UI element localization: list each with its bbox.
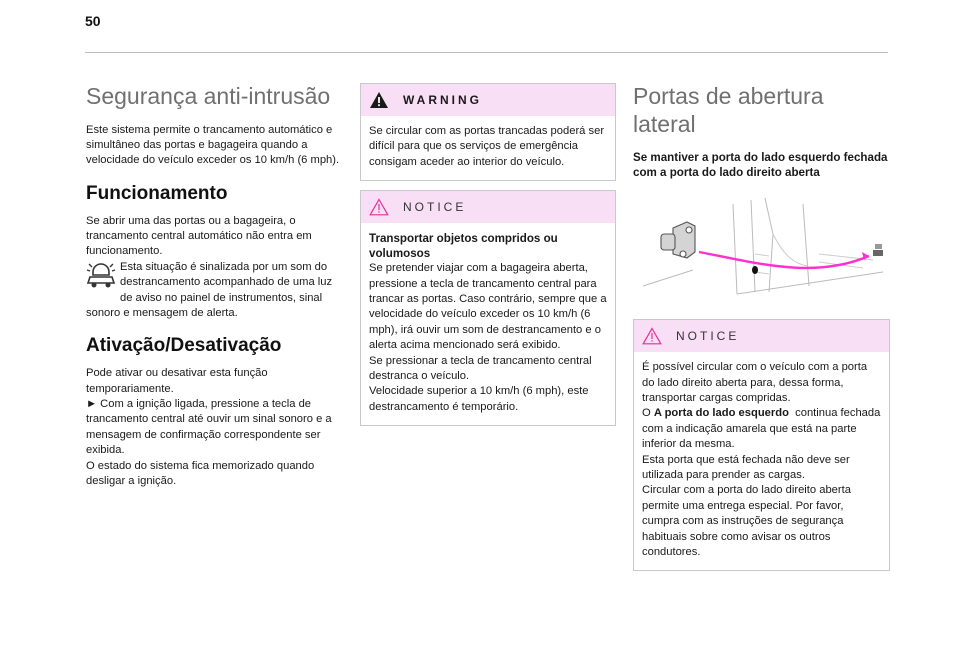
notice-text2-middle: Se pressionar a tecla de trancamento central destranca o veículo. [369,354,592,383]
page-number: 50 [85,13,101,29]
act-text-2: ► Com a ignição ligada, pressione a tecla de trancamento central até ouvir um sinal sonoro e a mensagem de confirmação correspondente ser exibida. [86,398,332,457]
notice-text3-middle: Velocidade superior a 10 km/h (6 mph), este destrancamento é temporário. [369,385,589,413]
intro-text: Este sistema permite o trancamento automático e simultâneo das portas e bagageira quando a velocidade do veículo exceder os 10 km/h (6 mph). [86,123,340,167]
heading-ativacao: Ativação/Desativação [86,335,282,357]
notice-body-right [634,352,889,570]
car-alert-icon [86,261,116,293]
notice-triangle-icon [642,327,662,345]
warning-header [361,84,615,116]
warning-text: Se circular com as portas trancadas poderá ser difícil para que os serviços de emergência consigam aceder ao interior do veículo. [369,125,605,168]
notice-text2-right [642,406,884,452]
door-illustration [633,194,890,302]
top-rule [85,52,888,53]
notice-box-middle [360,190,616,426]
section-title-anti-intrusion: Segurança anti-intrusão [86,83,331,109]
notice-header-middle [361,191,615,223]
warning-triangle-icon [369,91,389,109]
act-text-1: Pode ativar ou desativar esta função temporariamente. [86,367,268,395]
warning-title: WARNING [403,93,482,107]
func-icon-paragraph [86,260,344,322]
column-left [86,83,344,490]
side-doors-subtitle: Se mantiver a porta do lado esquerdo fechada com a porta do lado direito aberta [633,151,888,180]
notice-header-right [634,320,889,352]
notice-title-right: NOTICE [676,329,740,344]
notice-box-right [633,319,890,571]
column-middle [360,83,616,435]
notice-triangle-icon [369,198,389,216]
warning-body [361,116,615,180]
notice-text3-right: Esta porta que está fechada não deve ser utilizada para prender as cargas. [642,453,850,482]
notice-text2-bold: A porta do lado esquerdo [653,407,789,420]
notice-title-middle: NOTICE [403,200,467,215]
warning-box [360,83,616,181]
notice-text1-right: É possível circular com o veículo com a porta do lado direito aberta para, dessa forma, transportar cargas compridas. [642,361,868,404]
notice-text2-suffix: continua fechada com a indicação amarela que está na parte inferior da mesma. [642,407,884,451]
notice-text4-right: Circular com a porta do lado direito aberta permite uma entrega especial. Por favor, cumpra com as instruções de segurança habituais sobre como avisar os outros condutores. [642,484,851,559]
heading-funcionamento: Funcionamento [86,182,228,204]
act-text-3: O estado do sistema fica memorizado quando desligar a ignição. [86,459,315,488]
section-title-side-doors: Portas de abertura lateral [633,83,824,137]
notice-heading-middle: Transportar objetos compridos ou volumosos [369,232,558,261]
notice-text1-middle: Se pretender viajar com a bagageira aberta, pressione a tecla de trancamento central para trancar as portas. Caso contrário, sempre que a velocidade do veículo exceder os 10 km/h (6 mph), irá ouvir um som de destrancamento e o alerta acima mencionado será exibido. [369,262,607,352]
column-right [633,83,890,580]
notice-text2-prefix: O [642,407,654,420]
func-icon-text: Esta situação é sinalizada por um som do destrancamento acompanhado de uma luz de aviso no painel de instrumentos, sinal sonoro e mensagem de alerta. [86,260,333,320]
notice-body-middle [361,223,615,425]
func-text: Se abrir uma das portas ou a bagageira, o trancamento central automático não entra em funcionamento. [86,214,312,258]
